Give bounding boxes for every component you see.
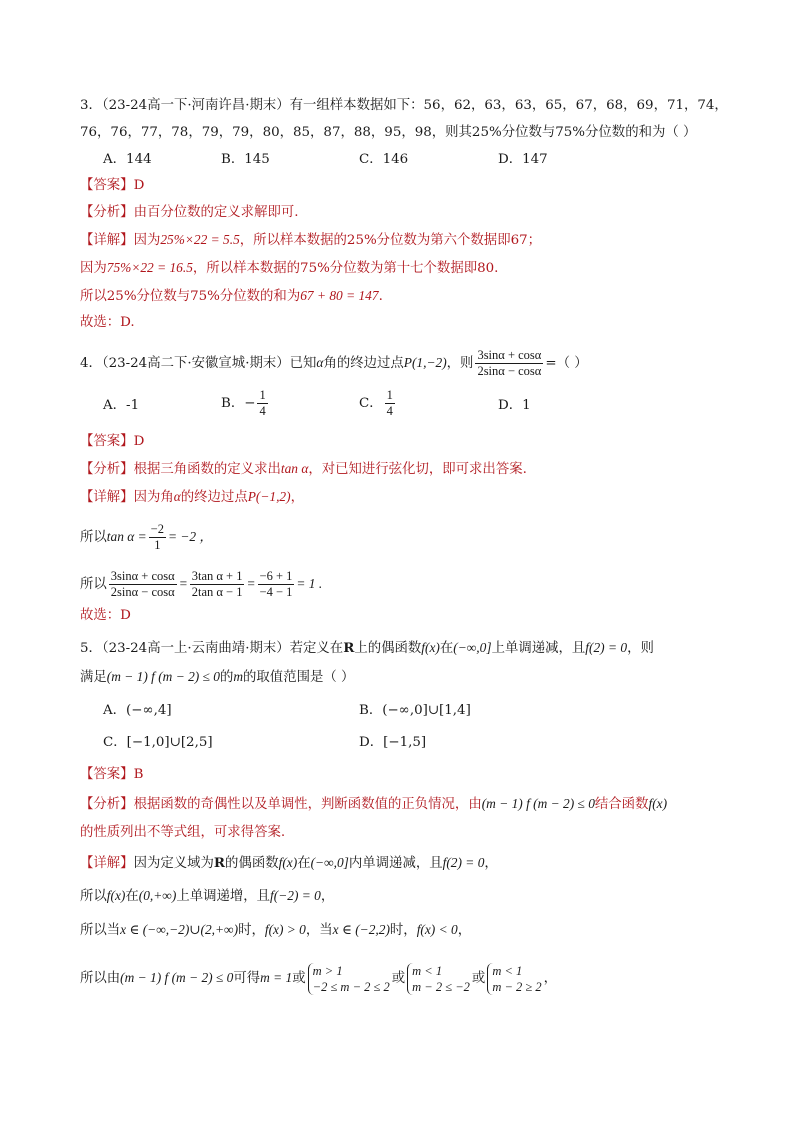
math-expr: P(1,−2): [403, 355, 447, 370]
fraction: $\frac{3\sin\alpha + \cos\alpha}{2\sin\alpha - \cos\alpha}$: [110, 569, 175, 599]
q3-analysis: [80, 203, 730, 223]
q3-detail-line3: 所以25%分位数与75%分位数的和为67 + 80 = 147.: [80, 288, 383, 304]
math-expr: m: [233, 669, 244, 684]
q4-option-a: A．-1: [103, 398, 140, 413]
q5-option-c: C．[−1,0]∪[2,5]: [103, 735, 213, 750]
q3-stem-line2: 76，76，77，78，79，79，80，85，87，88，95，98，则其25%分位数与75%分位数的和为（ ）: [80, 125, 697, 140]
fraction: $\frac{-2}{1}$: [150, 522, 164, 552]
q5-detail-line4: 所以由(m − 1) f (m − 2) ≤ 0可得m = 1或 m > 1 −2 ≤ m − 2 ≤ 2 或 m < 1 m − 2 ≤ −2 或 m < 1 m − 2 ≥ 2 ，: [80, 963, 558, 994]
detail-tag: 【详解】: [80, 490, 134, 505]
math-expr: (−∞,0]: [453, 640, 492, 655]
fraction: $\frac{1}{4}$: [259, 388, 266, 418]
q3-option-a: A．144: [103, 152, 152, 167]
system-brace: m < 1 m − 2 ≥ 2: [487, 963, 541, 995]
q3-option-b: B．145: [221, 152, 270, 167]
q4-option-b: B．− $\frac{1}{4}$: [221, 388, 266, 418]
q5-option-a: A．(−∞,4]: [103, 703, 172, 718]
answer-value: B: [133, 767, 144, 782]
q4-analysis: 【分析】根据三角函数的定义求出tan α，对已知进行弦化切，即可求出答案.: [80, 461, 527, 477]
analysis-tag: 【分析】: [80, 205, 134, 220]
math-expr: f(2) = 0: [585, 640, 628, 655]
answer-value: D: [133, 178, 145, 193]
system-brace: m < 1 m − 2 ≤ −2: [407, 963, 470, 995]
alpha-symbol: α: [316, 355, 324, 370]
fraction: $\frac{\text{3tan α + 1}}{\text{2tan α − 1}}$: [191, 569, 243, 599]
system-brace: m > 1 −2 ≤ m − 2 ≤ 2: [308, 963, 390, 995]
q4-stem: 4．（23-24高二下·安徽宣城·期末）已知α角的终边过点P(1,−2)，则 $\frac{3\sin\alpha + \cos\alpha}{2\sin\alpha - \cos\alpha}$ =（ ）: [80, 348, 588, 378]
detail-tag: 【详解】: [80, 233, 134, 248]
q5-analysis-line1: 【分析】根据函数的奇偶性以及单调性，判断函数值的正负情况，由(m − 1) f (m − 2) ≤ 0结合函数f(x): [80, 796, 668, 812]
q3-answer: [80, 176, 730, 196]
fraction: $\frac{-6 + 1}{-4 - 1}$: [259, 569, 293, 599]
q4-option-c: C． $\frac{1}{4}$: [359, 388, 393, 418]
q4-detail-line1: 【详解】因为角α的终边过点P(−1,2)，: [80, 489, 304, 505]
q4-answer: [80, 432, 730, 452]
fraction: $\frac{1}{4}$: [386, 388, 393, 418]
math-expr: 67 + 80 = 147: [300, 288, 379, 303]
analysis-tag: 【分析】: [80, 797, 134, 812]
q5-stem-line2: 满足(m − 1) f (m − 2) ≤ 0的m的取值范围是（ ）: [80, 669, 355, 685]
answer-tag: 【答案】: [80, 434, 134, 449]
q4-choose: 故选：D: [80, 608, 131, 623]
q4-detail-line2: 所以tan α = $\frac{-2}{1}$ = −2 ，: [80, 522, 213, 552]
q3-option-c: C．146: [359, 152, 409, 167]
math-expr: P(−1,2): [247, 489, 291, 504]
reals-symbol: R: [343, 640, 355, 656]
math-expr: (m − 1) f (m − 2) ≤ 0: [481, 796, 595, 811]
math-expr: (m − 1) f (m − 2) ≤ 0: [106, 669, 220, 684]
fraction: $\frac{3\sin\alpha + \cos\alpha}{2\sin\alpha - \cos\alpha}$: [477, 348, 542, 378]
q3-stem-line1: 3．（23-24高一下·河南许昌·期末）有一组样本数据如下：56，62，63，63，65，67，68，69，71，74，: [80, 98, 728, 113]
answer-tag: 【答案】: [80, 178, 134, 193]
math-expr: 75%×22 = 16.5: [106, 260, 193, 275]
answer-tag: 【答案】: [80, 767, 134, 782]
detail-tag: 【详解】: [80, 856, 134, 871]
q3-choose: 故选：D.: [80, 315, 135, 330]
q3-option-d: D．147: [498, 152, 548, 167]
math-expr: tan α: [280, 461, 309, 476]
q5-detail-line1: 【详解】因为定义域为R的偶函数f(x)在(−∞,0]内单调递减，且f(2) = 0，: [80, 855, 498, 871]
q5-answer: [80, 765, 730, 785]
q3-detail-line1: 【详解】因为25%×22 = 5.5，所以样本数据的25%分位数为第六个数据即67；: [80, 232, 542, 248]
q4-detail-line3: 所以 $\frac{3\sin\alpha + \cos\alpha}{2\sin\alpha - \cos\alpha}$ = $\frac{\text{3tan α + 1}}{\text{2tan α − 1}}$ = $\frac{-6 + 1}{-4 - 1}$ = 1 .: [80, 569, 323, 599]
q5-option-d: D．[−1,5]: [359, 735, 427, 750]
answer-value: D: [133, 434, 145, 449]
q5-option-b: B．(−∞,0]∪[1,4]: [359, 703, 471, 718]
q5-detail-line2: 所以f(x)在(0,+∞)上单调递增，且f(−2) = 0，: [80, 888, 335, 904]
math-expr: f(x): [648, 796, 668, 811]
analysis-tag: 【分析】: [80, 462, 134, 477]
reals-symbol: R: [213, 855, 226, 871]
q5-detail-line3: 所以当x ∈ (−∞,−2)∪(2,+∞)时，f(x) > 0，当x ∈ (−2,2)时，f(x) < 0，: [80, 922, 472, 938]
alpha-symbol: α: [173, 489, 181, 504]
q3-detail-line2: 因为75%×22 = 16.5，所以样本数据的75%分位数为第十七个数据即80.: [80, 260, 499, 276]
q5-stem-line1: 5．（23-24高一上·云南曲靖·期末）若定义在R上的偶函数f(x)在(−∞,0]上单调递减，且f(2) = 0，则: [80, 640, 654, 656]
math-expr: 25%×22 = 5.5: [160, 232, 240, 247]
q5-analysis-line2: 的性质列出不等式组，可求得答案.: [80, 825, 286, 840]
math-expr: f(x): [421, 640, 440, 655]
analysis-text: 由百分位数的定义求解即可.: [133, 205, 299, 220]
math-expr: tan α =: [106, 529, 147, 544]
q4-option-d: D．1: [498, 398, 531, 413]
